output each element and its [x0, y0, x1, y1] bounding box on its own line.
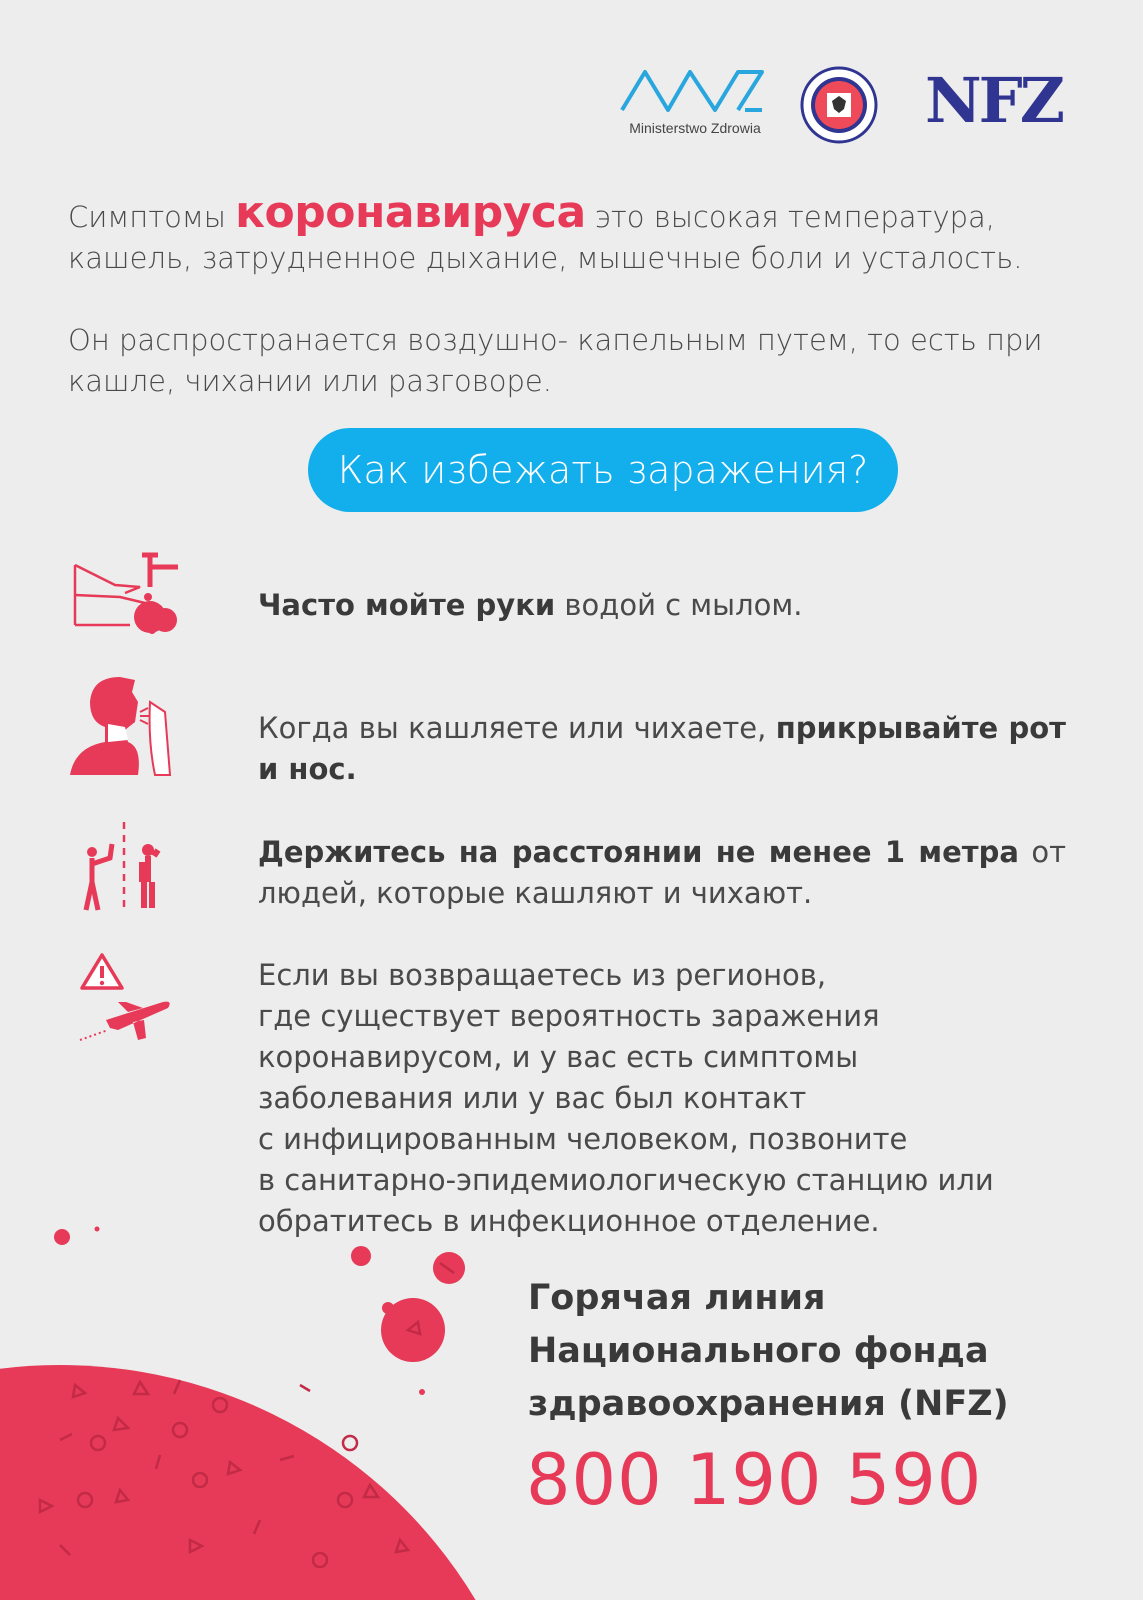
tip-text: от людей, которые кашляют и чихают. — [258, 835, 1066, 910]
hand-washing-icon — [70, 545, 180, 635]
hotline-line: Национального фонда — [528, 1331, 989, 1371]
distance-icon — [80, 822, 170, 912]
tip-bold: Часто мойте руки — [258, 588, 556, 622]
ministry-of-health-logo — [620, 62, 770, 117]
tip-text: водой с мылом. — [555, 588, 803, 622]
logo-bar — [620, 62, 1070, 152]
nfz-logo: NFZ — [925, 64, 1062, 137]
tip-wash-hands — [258, 585, 1066, 626]
warning-travel-icon — [78, 950, 178, 1045]
tip-bold: прикрывайте рот и нос. — [258, 711, 1066, 786]
hotline-phone-number: 800 190 590 — [526, 1439, 983, 1521]
symptoms-suffix: это высокая температура, — [585, 200, 996, 234]
symptoms-prefix: Симптомы — [68, 200, 236, 234]
hotline-title — [528, 1272, 1009, 1431]
tip-travel-contact: Если вы возвращаетесь из регионов, где существует вероятность заражения коронавирусом, и у вас есть симптомы заболевания или у вас был контакт с инфицированным человеком, позвоните в санитарно-эпидемиологическую станцию или обратитесь в инфекционное отделение. — [258, 958, 994, 1238]
transmission-text: Он распространается воздушно- капельным путем, то есть при кашле, чихании или разговоре. — [68, 323, 1043, 398]
tip-cover-mouth — [258, 708, 1066, 790]
symptoms-line2: кашель, затрудненное дыхание, мышечные боли и усталость. — [68, 241, 1023, 275]
cough-cover-icon — [70, 672, 180, 777]
coronavirus-highlight: коронавируса — [235, 187, 586, 238]
hotline-line: Горячая линия — [528, 1278, 826, 1318]
prevention-heading-pill: Как избежать заражения? — [308, 428, 898, 512]
hotline-line: здравоохранения (NFZ) — [528, 1384, 1009, 1424]
tip-text: Когда вы кашляете или чихаете, — [258, 711, 776, 745]
symptoms-text — [68, 187, 1068, 279]
ministry-caption: Ministerstwo Zdrowia — [629, 120, 761, 136]
tip-bold: Держитесь на расстоянии не менее 1 метра — [258, 835, 1019, 869]
tip-keep-distance — [258, 832, 1066, 914]
sanitary-inspection-logo — [800, 66, 878, 144]
